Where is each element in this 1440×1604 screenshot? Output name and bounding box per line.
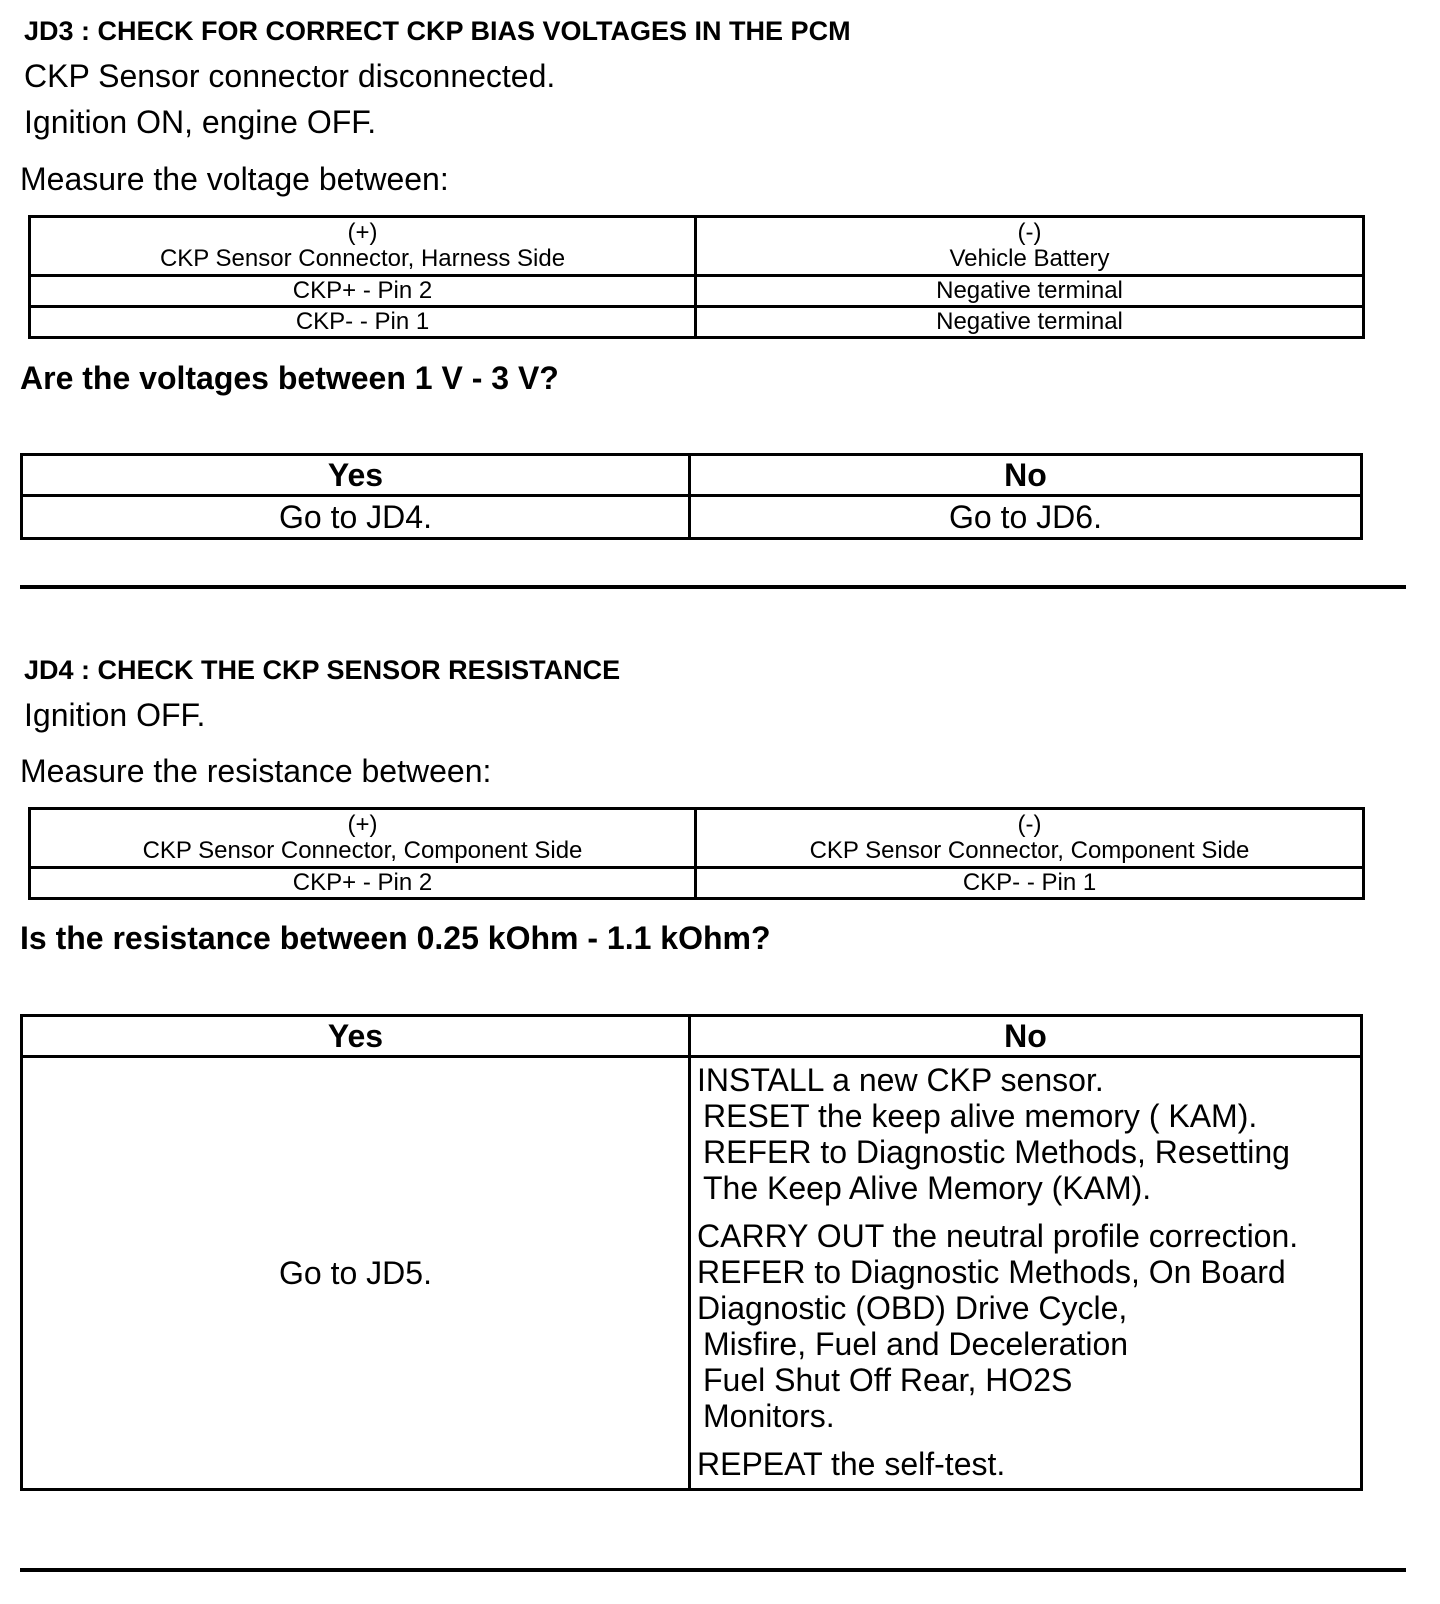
jd4-title: JD4 : CHECK THE CKP SENSOR RESISTANCE [24,655,621,685]
plus-cell: CKP- - Pin 1 [30,307,696,338]
no-step: Misfire, Fuel and Deceleration [703,1326,1129,1362]
no-step: REFER to Diagnostic Methods, On Board [697,1254,1286,1290]
plus-cell: CKP+ - Pin 2 [30,868,696,899]
section-divider [20,1568,1406,1572]
no-action: Go to JD6. [690,496,1362,539]
jd3-condition-2: Ignition ON, engine OFF. [24,104,377,140]
jd3-title: JD3 : CHECK FOR CORRECT CKP BIAS VOLTAGES IN THE PCM [24,16,851,46]
plus-column-title: CKP Sensor Connector, Harness Side [159,245,566,272]
plus-cell: CKP+ - Pin 2 [30,276,696,307]
minus-column-title: CKP Sensor Connector, Component Side [809,837,1250,864]
table-row [30,868,1364,899]
minus-sign: (-) [1017,811,1042,838]
yes-action: Go to JD4. [22,496,690,539]
no-step: RESET the keep alive memory ( KAM). [703,1098,1258,1134]
jd4-measure-label: Measure the resistance between: [20,753,492,789]
table-row [30,276,1364,307]
jd3-minus-header [696,217,1364,276]
minus-cell: CKP- - Pin 1 [696,868,1364,899]
jd3-measurement-table [28,215,1365,339]
yes-action: Go to JD5. [22,1057,690,1490]
yes-header: Yes [22,455,690,496]
jd4-plus-header [30,809,696,868]
jd3-measure-label: Measure the voltage between: [20,161,449,197]
jd3-answer-table [20,453,1363,540]
jd4-measurement-table [28,807,1365,900]
table-row [30,307,1364,338]
jd3-condition-1: CKP Sensor connector disconnected. [24,58,556,94]
no-step: CARRY OUT the neutral profile correction. [697,1218,1299,1254]
minus-cell: Negative terminal [696,276,1364,307]
plus-sign: (+) [347,811,378,838]
plus-column-title: CKP Sensor Connector, Component Side [142,837,583,864]
jd4-condition-1: Ignition OFF. [24,697,206,733]
minus-cell: Negative terminal [696,307,1364,338]
jd4-question: Is the resistance between 0.25 kOhm - 1.1 kOhm? [20,920,771,956]
no-header: No [690,455,1362,496]
no-step: REPEAT the self-test. [697,1446,1006,1482]
no-action-list [690,1057,1362,1490]
no-step: Fuel Shut Off Rear, HO2S [703,1362,1073,1398]
no-step: Diagnostic (OBD) Drive Cycle, [697,1290,1128,1326]
no-step: INSTALL a new CKP sensor. [697,1062,1104,1098]
section-divider [20,585,1406,589]
yes-header: Yes [22,1016,690,1057]
minus-sign: (-) [1017,219,1042,246]
jd3-plus-header [30,217,696,276]
jd4-answer-table [20,1014,1363,1491]
jd4-minus-header [696,809,1364,868]
no-header: No [690,1016,1362,1057]
no-step: The Keep Alive Memory (KAM). [703,1170,1152,1206]
no-step: REFER to Diagnostic Methods, Resetting [703,1134,1290,1170]
plus-sign: (+) [347,219,378,246]
jd3-question: Are the voltages between 1 V - 3 V? [20,360,559,396]
no-step: Monitors. [703,1398,835,1434]
minus-column-title: Vehicle Battery [949,245,1110,272]
